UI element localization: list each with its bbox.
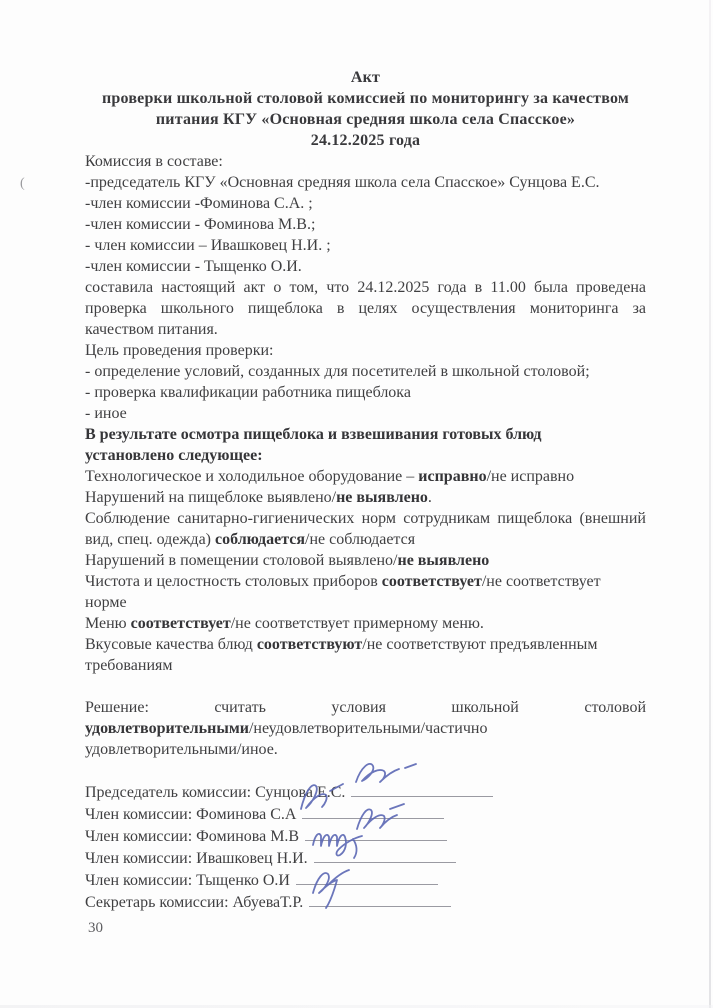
text-run: -председатель КГУ «Основная средняя школа села Спасское» Сунцова Е.С.: [85, 174, 600, 191]
doc-line: [85, 172, 646, 193]
text-run: /неудовлетворительными/частично: [248, 720, 488, 737]
text-run: удовлетворительными/иное.: [85, 741, 278, 758]
doc-line: [85, 277, 646, 298]
text-run: Меню: [85, 615, 131, 632]
text-run: Вкусовые качества блюд: [85, 636, 257, 653]
signature-slot: [296, 869, 438, 891]
document-subtitle-line1: проверки школьной столовой комиссией по мониторингу за качеством: [102, 90, 629, 107]
doc-line: [85, 529, 646, 550]
signature-row: [85, 847, 646, 869]
text-run: -член комиссии - Фоминова М.В.;: [85, 216, 316, 233]
emphasis-text: соответствует: [130, 615, 231, 632]
scan-edge-right: [709, 0, 711, 1008]
doc-line: [85, 445, 646, 466]
signature-underline: [314, 847, 456, 863]
signature-label: Председатель комиссии: Сунцова Е.С.: [85, 784, 346, 801]
signature-block: [85, 781, 646, 913]
text-run: /не соответствует примерному меню.: [230, 615, 484, 632]
signature-label: Член комиссии: Тыщенко О.И: [85, 872, 290, 889]
doc-line: [85, 361, 646, 382]
doc-line: [85, 193, 646, 214]
signature-underline: [305, 825, 447, 841]
doc-line: [85, 676, 646, 697]
text-run: Комиссия в составе:: [85, 153, 223, 170]
text-run: Соблюдение санитарно-гигиенических норм сотрудникам пищеблока (внешний: [85, 510, 646, 527]
doc-line: [85, 340, 646, 361]
text-run: составила настоящий акт о том, что 24.12.2025 года в 11.00 была проведена: [85, 279, 646, 296]
doc-line: [85, 403, 646, 424]
document-date: 24.12.2025 года: [310, 132, 421, 149]
doc-line: [85, 655, 646, 676]
document-subtitle-line2: питания КГУ «Основная средняя школа села Спасское»: [155, 111, 576, 128]
text-run: - определение условий, созданных для посетителей в школьной столовой;: [85, 363, 590, 380]
text-run: Нарушений в помещении столовой выявлено/: [85, 552, 398, 569]
text-run: вид, спец. одежда): [85, 531, 215, 548]
doc-line: [85, 592, 646, 613]
signature-row: [85, 825, 646, 847]
doc-line: [85, 550, 646, 571]
text-run: -член комиссии -Фоминова С.А. ;: [85, 195, 313, 212]
signature-slot: [305, 825, 447, 847]
text-run: .: [427, 489, 432, 506]
signature-label: Член комиссии: Фоминова С.А: [85, 806, 297, 823]
signature-label: Член комиссии: Фоминова М.В: [85, 828, 300, 845]
emphasis-text: соблюдается: [215, 531, 305, 548]
signature-label: Член комиссии: Ивашковец Н.И.: [85, 850, 308, 867]
text-run: требованиям: [85, 657, 173, 674]
signature-underline: [351, 781, 493, 797]
doc-line: [85, 214, 646, 235]
doc-line: [85, 298, 646, 319]
document-content: [85, 67, 646, 913]
text-run: качеством питания.: [85, 321, 218, 338]
doc-line: [85, 718, 646, 739]
doc-line: [85, 697, 646, 718]
signature-slot: [351, 781, 493, 803]
text-run: /не исправно: [486, 468, 575, 485]
text-run: Цель проведения проверки:: [85, 342, 274, 359]
text-run: Чистота и целостность столовых приборов: [85, 573, 382, 590]
signature-slot: [314, 847, 456, 869]
text-run: норме: [85, 594, 127, 611]
page-number: 30: [88, 920, 103, 936]
text-run: проверка школьного пищеблока в целях осуществления мониторинга за: [85, 300, 646, 317]
doc-line: [85, 151, 646, 172]
text-run: - проверка квалификации работника пищеблока: [85, 384, 411, 401]
scan-artifact-mark: (: [20, 176, 25, 191]
signature-slot: [302, 803, 444, 825]
document-title: Акт: [350, 69, 381, 86]
doc-line: [85, 424, 646, 445]
signature-underline: [309, 891, 451, 907]
doc-line: [85, 739, 646, 760]
signature-underline: [302, 803, 444, 819]
emphasis-text: не выявлено: [397, 552, 490, 569]
doc-line: [85, 634, 646, 655]
signature-row: [85, 781, 646, 803]
doc-line: [85, 256, 646, 277]
text-run: /не соблюдается: [305, 531, 416, 548]
signature-label: Секретарь комиссии: АбуеваТ.Р.: [85, 894, 304, 911]
signature-row: [85, 891, 646, 913]
emphasis-text: соответствуют: [256, 636, 363, 653]
emphasis-text: соответствует: [381, 573, 482, 590]
text-run: - член комиссии – Ивашковец Н.И. ;: [85, 237, 331, 254]
emphasis-text: установлено следующее:: [85, 447, 263, 464]
text-run: Решение: считать условия школьной столовой: [85, 699, 646, 716]
doc-line: [85, 319, 646, 340]
signature-slot: [309, 891, 451, 913]
document-body: [85, 151, 646, 781]
text-run: Технологическое и холодильное оборудование –: [85, 468, 419, 485]
doc-line: [85, 571, 646, 592]
text-run: Нарушений на пищеблоке выявлено/: [85, 489, 337, 506]
emphasis-text: не выявлено: [336, 489, 428, 506]
doc-line: [85, 382, 646, 403]
emphasis-text: исправно: [418, 468, 487, 485]
doc-line: [85, 487, 646, 508]
text-run: /не соответствуют предъявленным: [362, 636, 598, 653]
emphasis-text: В результате осмотра пищеблока и взвешивания готовых блюд: [85, 426, 542, 443]
doc-line: [85, 508, 646, 529]
doc-line: [85, 466, 646, 487]
text-run: /не соответствует: [481, 573, 601, 590]
doc-line: [85, 235, 646, 256]
doc-line: [85, 613, 646, 634]
signature-row: [85, 869, 646, 891]
emphasis-text: удовлетворительными: [85, 720, 249, 737]
text-run: -член комиссии - Тыщенко О.И.: [85, 258, 302, 275]
signature-row: [85, 803, 646, 825]
doc-line: [85, 760, 646, 781]
text-run: - иное: [85, 405, 127, 422]
signature-underline: [296, 869, 438, 885]
